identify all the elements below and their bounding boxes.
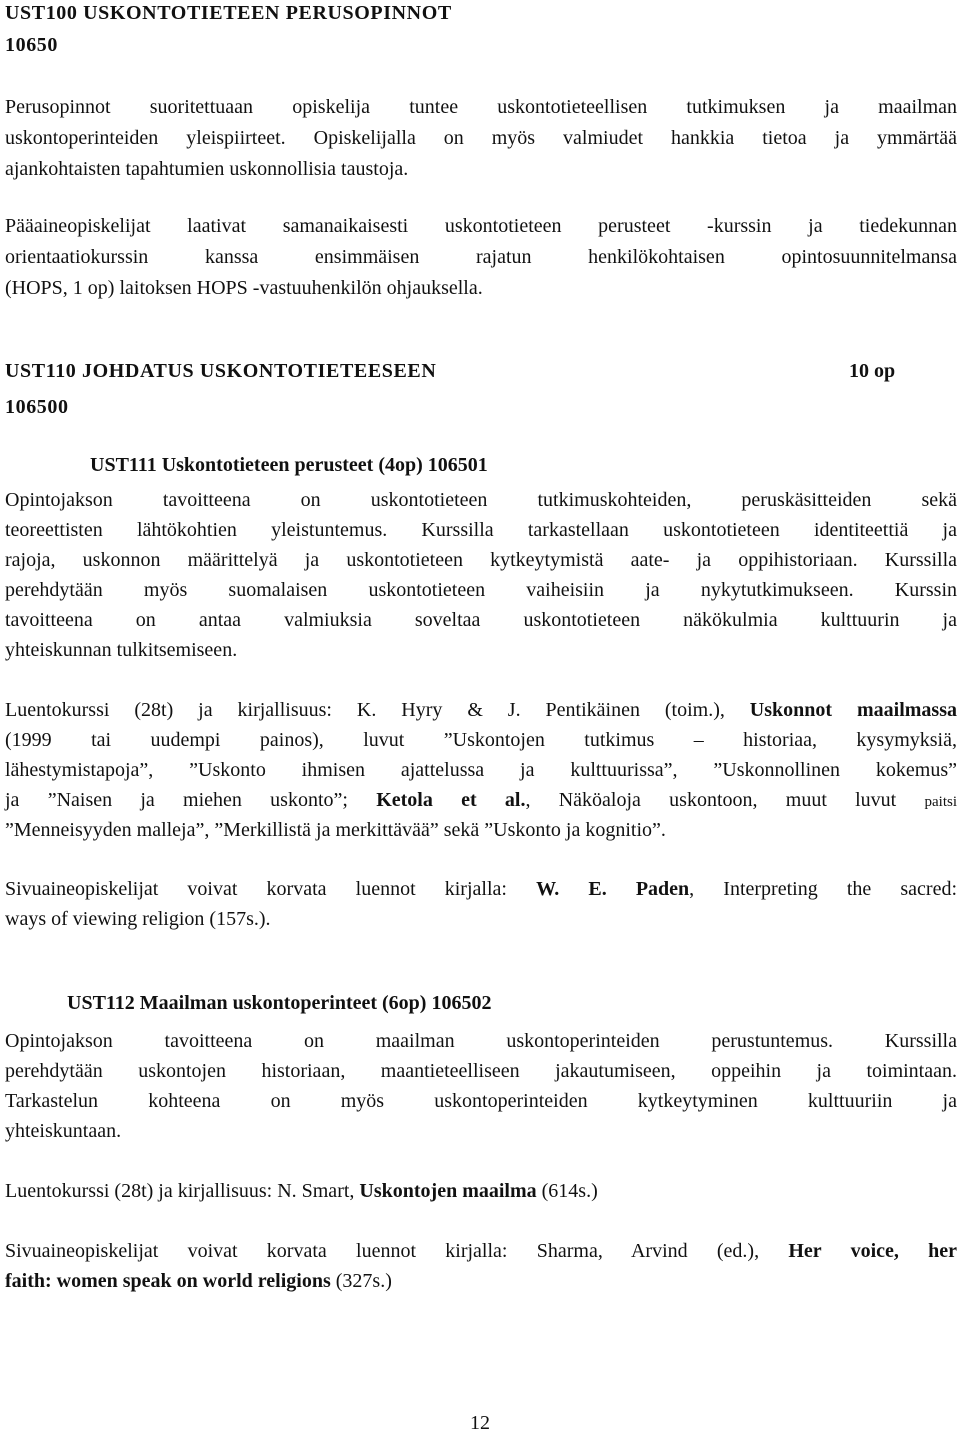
author-name: W. E. Paden [536, 878, 690, 900]
module-title: UST110 JOHDATUS USKONTOTIETEESEEN [5, 360, 437, 382]
book-title: Uskontojen maailma [359, 1180, 537, 1202]
alternative-line [5, 876, 957, 902]
alternative-text: Sivuaineopiskelijat voivat korvata luennot kirjalla: Sharma, Arvind (ed.), [5, 1240, 789, 1262]
alternative-text: , Interpreting the sacred: [689, 878, 958, 900]
alternative-line [5, 1238, 957, 1264]
course-desc-line: yhteiskuntaan. [5, 1120, 122, 1142]
module-credits: 10 op [849, 360, 896, 382]
literature-line: ”Menneisyyden malleja”, ”Merkillistä ja merkittävää” sekä ”Uskonto ja kognitio”. [5, 819, 666, 841]
course-desc-line: teoreettisten lähtökohtien yleistuntemus. Kurssilla tarkastellaan uskontotieteen identiteettiä ja [5, 519, 957, 541]
literature-line [5, 697, 957, 723]
alternative-line [5, 1268, 957, 1294]
literature-text: Luentokurssi (28t) ja kirjallisuus: N. Smart, [5, 1180, 360, 1202]
intro-line: Pääaineopiskelijat laativat samanaikaisesti uskontotieteen perusteet -kurssin ja tiedekunnan [5, 215, 957, 237]
intro-line: ajankohtaisten tapahtumien uskonnollisia taustoja. [5, 158, 409, 180]
literature-line [5, 787, 957, 813]
book-title: faith: women speak on world religions [5, 1270, 331, 1292]
alternative-text: (327s.) [330, 1270, 392, 1292]
course-title: UST112 Maailman uskontoperinteet (6op) 106502 [67, 992, 492, 1014]
course-title: UST111 Uskontotieteen perusteet (4op) 106501 [90, 454, 488, 476]
intro-line: (HOPS, 1 op) laitoksen HOPS -vastuuhenkilön ohjauksella. [5, 277, 483, 299]
page-number: 12 [470, 1412, 490, 1434]
page-title: UST100 USKONTOTIETEEN PERUSOPINNOT [5, 2, 452, 24]
book-title: Her voice, her [788, 1240, 958, 1262]
intro-line: orientaatiokurssin kanssa ensimmäisen rajatun henkilökohtaisen opintosuunnitelmansa [5, 246, 957, 268]
literature-text: Luentokurssi (28t) ja kirjallisuus: K. Hyry & J. Pentikäinen (toim.), [5, 699, 750, 721]
course-desc-line: Opintojakson tavoitteena on maailman uskontoperinteiden perustuntemus. Kurssilla [5, 1030, 957, 1052]
page-title-code: 10650 [5, 34, 58, 56]
literature-line: lähestymistapoja”, ”Uskonto ihmisen ajattelussa ja kulttuurissa”, ”Uskonnollinen kokemus” [5, 759, 957, 781]
literature-text: ja ”Naisen ja miehen uskonto”; [5, 789, 377, 811]
alternative-text: Sivuaineopiskelijat voivat korvata luennot kirjalla: [5, 878, 537, 900]
book-title: Uskonnot maailmassa [749, 699, 957, 721]
course-desc-line: perehdytään myös suomalaisen uskontotieteen vaiheisiin ja nykytutkimukseen. Kurssin [5, 579, 957, 601]
author-name: Ketola et al. [376, 789, 526, 811]
intro-line: uskontoperinteiden yleispiirteet. Opiskelijalla on myös valmiudet hankkia tietoa ja ymmärtää [5, 127, 957, 149]
alternative-line: ways of viewing religion (157s.). [5, 908, 271, 930]
literature-line [5, 1178, 957, 1204]
course-desc-line: rajoja, uskonnon määrittelyä ja uskontotieteen kytkeytymistä aate- ja oppihistoriaan. Kurssilla [5, 549, 957, 571]
intro-line: Perusopinnot suoritettuaan opiskelija tuntee uskontotieteellisen tutkimuksen ja maailman [5, 96, 957, 118]
course-desc-line: yhteiskunnan tulkitsemiseen. [5, 639, 238, 661]
literature-text: paitsi [924, 794, 957, 810]
literature-text: , Näköaloja uskontoon, muut luvut [525, 789, 925, 811]
course-desc-line: Tarkastelun kohteena on myös uskontoperinteiden kytkeytyminen kulttuuriin ja [5, 1090, 957, 1112]
course-desc-line: tavoitteena on antaa valmiuksia soveltaa uskontotieteen näkökulmia kulttuurin ja [5, 609, 957, 631]
literature-line: (1999 tai uudempi painos), luvut ”Uskontojen tutkimus – historiaa, kysymyksiä, [5, 729, 957, 751]
module-code: 106500 [5, 396, 69, 418]
literature-text: (614s.) [536, 1180, 598, 1202]
course-desc-line: perehdytään uskontojen historiaan, maantieteelliseen jakautumiseen, oppeihin ja toimintaan. [5, 1060, 957, 1082]
course-desc-line: Opintojakson tavoitteena on uskontotieteen tutkimuskohteiden, peruskäsitteiden sekä [5, 489, 957, 511]
